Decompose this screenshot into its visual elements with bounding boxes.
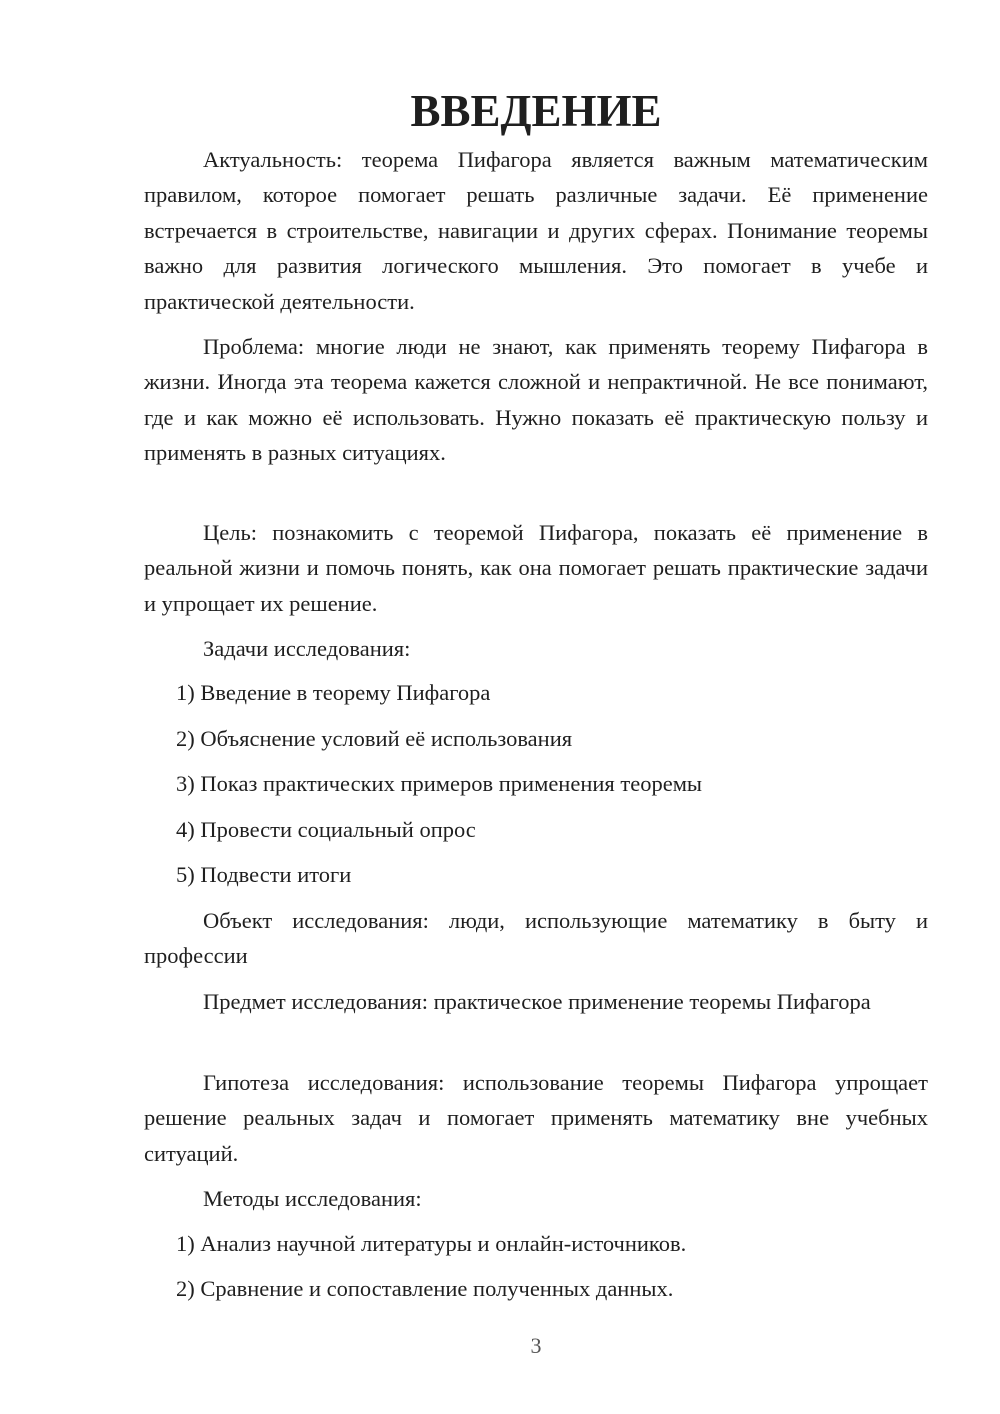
relevance-paragraph: Актуальность: теорема Пифагора является важным математическим правилом, которое помогает решать различные задачи. Её применение встречается в строительстве, навигации и других сферах. Понимание теоремы важно для развития логического мышления. Это помогает в учебе и практической деятельности.	[144, 147, 928, 314]
page-title: ВВЕДЕНИЕ	[410, 86, 662, 136]
problem-paragraph: Проблема: многие люди не знают, как применять теорему Пифагора в жизни. Иногда эта теорема кажется сложной и непрактичной. Не все понимают, где и как можно её использовать. Нужно показать её практическую пользу и применять в разных ситуациях.	[144, 334, 928, 466]
page-number: 3	[530, 1333, 542, 1358]
task-item-5: 5) Подвести итоги	[176, 862, 352, 887]
subject-paragraph: Предмет исследования: практическое применение теоремы Пифагора	[203, 989, 871, 1014]
hypothesis-paragraph: Гипотеза исследования: использование теоремы Пифагора упрощает решение реальных задач и помогает применять математику вне учебных ситуаций.	[144, 1070, 928, 1166]
object-paragraph: Объект исследования: люди, использующие математику в быту и профессии	[144, 908, 928, 969]
task-item-2: 2) Объяснение условий её использования	[176, 726, 573, 751]
goal-paragraph: Цель: познакомить с теоремой Пифагора, показать её применение в реальной жизни и помочь понять, как она помогает решать практические задачи и упрощает их решение.	[144, 520, 928, 616]
task-item-3: 3) Показ практических примеров применения теоремы	[176, 771, 703, 796]
method-item-2: 2) Сравнение и сопоставление полученных данных.	[176, 1276, 674, 1301]
task-item-4: 4) Провести социальный опрос	[176, 817, 476, 842]
methods-heading: Методы исследования:	[203, 1186, 422, 1211]
task-item-1: 1) Введение в теорему Пифагора	[176, 680, 491, 705]
tasks-heading: Задачи исследования:	[203, 636, 411, 661]
method-item-1: 1) Анализ научной литературы и онлайн-источников.	[176, 1231, 687, 1256]
